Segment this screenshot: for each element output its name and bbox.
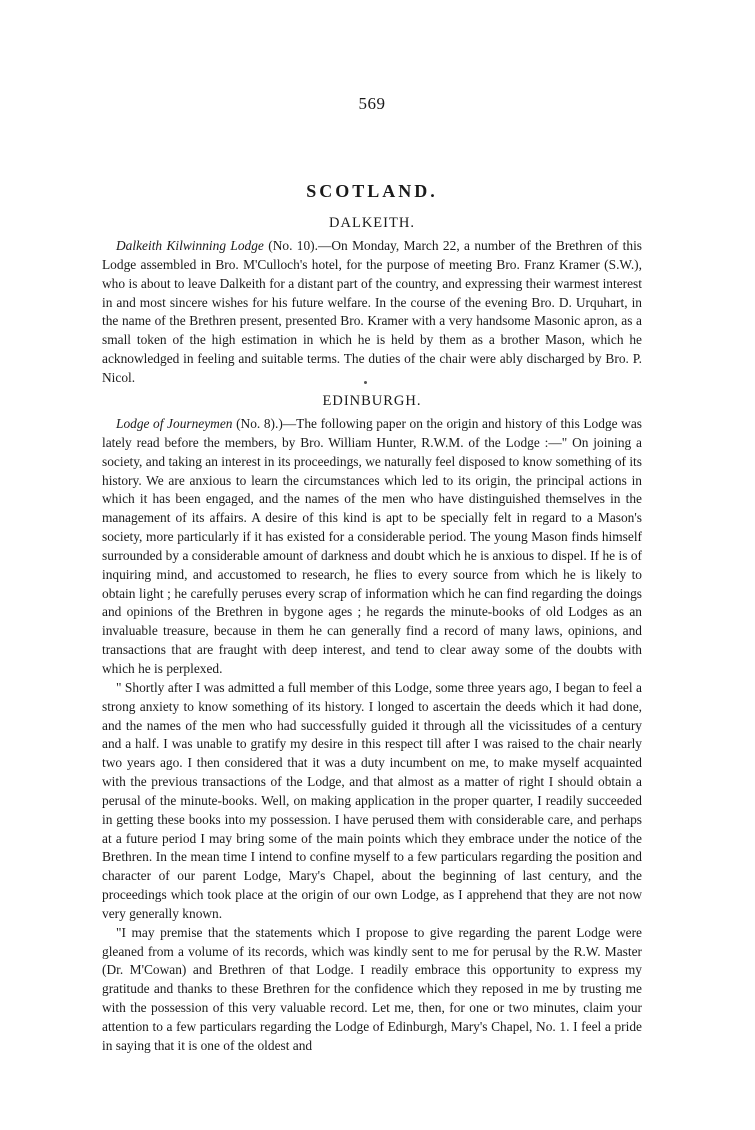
lodge-name: Lodge of Journeymen [116, 416, 233, 431]
divider-dot [364, 381, 367, 384]
article-dalkeith [102, 237, 642, 388]
article-edinburgh [102, 415, 642, 1056]
paragraph: " Shortly after I was admitted a full member of this Lodge, some three years ago, I began to feel a strong anxiety to know something of its history. I longed to ascertain the deeds which it had done, and the names of the men who had successfully guided it through all the vicissitudes of a century and a half. I was unable to gratify my desire in this respect till after I was raised to the chair nearly two years ago. I then considered that it was a duty incumbent on me, to make myself acquainted with the previous transactions of the Lodge, and that almost as a matter of right I should obtain a perusal of the minute-books. Well, on making application in the proper quarter, I readily succeeded in getting these books into my possession. I have perused them with considerable care, and perhaps at a future period I may bring some of the main points which they embrace under the notice of the Brethren. In the mean time I intend to confine myself to a few particulars regarding the position and character of our parent Lodge, Mary's Chapel, about the beginning of last century, and the proceedings which took place at the origin of our own Lodge, as I apprehend that they are not now very generally known. [102, 679, 642, 921]
section-title: SCOTLAND. [306, 181, 438, 201]
paragraph-text: (No. 10).—On Monday, March 22, a number of the Brethren of this Lodge assembled in Bro. M'Culloch's hotel, for the purpose of meeting Bro. Franz Kramer (S.W.), who is about to leave Dalkeith for a distant part of the country, and expressing their warmest interest in and most sincere wishes for his future welfare. In the course of the evening Bro. D. Urquhart, in the name of the Brethren present, presented Bro. Kramer with a very handsome Masonic apron, as a small token of the high estimation in which he is held by them as a brother Mason, which he acknowledged in feeling and suitable terms. The duties of the chair were ably discharged by Bro. P. Nicol. [102, 238, 642, 385]
lodge-name: Dalkeith Kilwinning Lodge [116, 238, 264, 253]
paragraph: "I may premise that the statements which I propose to give regarding the parent Lodge were gleaned from a volume of its records, which was kindly sent to me for perusal by the R.W. Master (Dr. M'Cowan) and Brethren of that Lodge. I readily embrace this opportunity to express my gratitude and thanks to these Brethren for the confidence which they reposed in me by trusting me with the possession of this very valuable record. Let me, then, for one or two minutes, claim your attention to a few particulars regarding the Lodge of Edinburgh, Mary's Chapel, No. 1. I feel a pride in saying that it is one of the oldest and [102, 924, 642, 1053]
heading-edinburgh: EDINBURGH. [322, 393, 422, 409]
heading-dalkeith: DALKEITH. [329, 215, 415, 231]
paragraph [102, 415, 642, 679]
paragraph-text: (No. 8).)—The following paper on the origin and history of this Lodge was lately read before the members, by Bro. William Hunter, R.W.M. of the Lodge :—" On joining a society, and taking an interest in its proceedings, we naturally feel disposed to know something of its history. We are anxious to learn the circumstances which led to its origin, the principal actions in which it has been engaged, and the names of the men who have distinguished themselves in the management of its affairs. A desire of this kind is apt to be specially felt in regard to a Mason's society, more particularly if it has existed for a considerable period. The young Mason finds himself surrounded by a considerable amount of darkness and doubt which he is anxious to dispel. If he is of inquiring mind, and accustomed to research, he flies to every source from which he is likely to obtain light ; he carefully peruses every scrap of information which he can find regarding the doings and opinions of the Brethren in bygone ages ; he regards the minute-books of old Lodges as an invaluable treasure, because in them he can generally find a record of many laws, opinions, and transactions that are fraught with deep interest, and tend to clear away some of the doubts with which he is perplexed. [102, 416, 642, 676]
paragraph [102, 237, 642, 388]
page-number: 569 [358, 94, 386, 113]
